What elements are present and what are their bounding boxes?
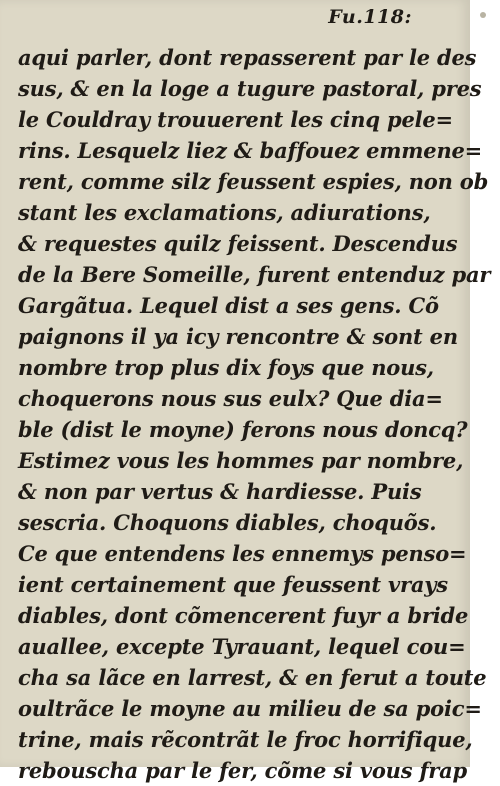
text-line: Estimez vous les hommes par nombre, [18, 448, 464, 473]
binding-mark [480, 12, 486, 18]
text-line: cha sa lãce en larrest, & en ferut a toute [18, 665, 487, 690]
text-line: aqui parler, dont repasserent par le des [18, 45, 477, 70]
text-line: rebouscha par le fer, cõme si vous frap [18, 758, 468, 783]
text-line: & non par vertus & hardiesse. Puis [18, 479, 422, 504]
text-line: oultrãce le moyne au milieu de sa poic= [18, 696, 482, 721]
text-line: choquerons nous sus eulx? Que dia= [18, 386, 443, 411]
text-line: trine, mais rẽcontrãt le froc horrifique, [18, 727, 473, 752]
text-line: Ce que entendens les ennemys penso= [18, 541, 467, 566]
text-line: rins. Lesquelz liez & baffouez emmene= [18, 138, 483, 163]
text-line: stant les exclamations, adiurations, [18, 200, 431, 225]
text-line: sescria. Choquons diables, choquõs. [18, 510, 437, 535]
text-line: ble (dist le moyne) ferons nous doncq? [18, 417, 468, 442]
text-line: diables, dont cõmencerent fuyr a bride [18, 603, 469, 628]
text-line: le Couldray trouuerent les cinq pele= [18, 107, 453, 132]
text-line: paignons il ya icy rencontre & sont en [18, 324, 458, 349]
page-text [18, 42, 491, 786]
text-line: de la Bere Someille, furent entenduz par [18, 262, 491, 287]
text-line: sus, & en la loge a tugure pastoral, pres [18, 76, 482, 101]
text-line: ient certainement que feussent vrays [18, 572, 448, 597]
folio-number: Fu.118: [328, 6, 412, 28]
text-line: auallee, excepte Tyrauant, lequel cou= [18, 634, 466, 659]
text-line: rent, comme silz feussent espies, non ob [18, 169, 489, 194]
text-line: nombre trop plus dix foys que nous, [18, 355, 434, 380]
text-line: & requestes quilz feissent. Descendus [18, 231, 458, 256]
text-line: Gargãtua. Lequel dist a ses gens. Cõ [18, 293, 439, 318]
